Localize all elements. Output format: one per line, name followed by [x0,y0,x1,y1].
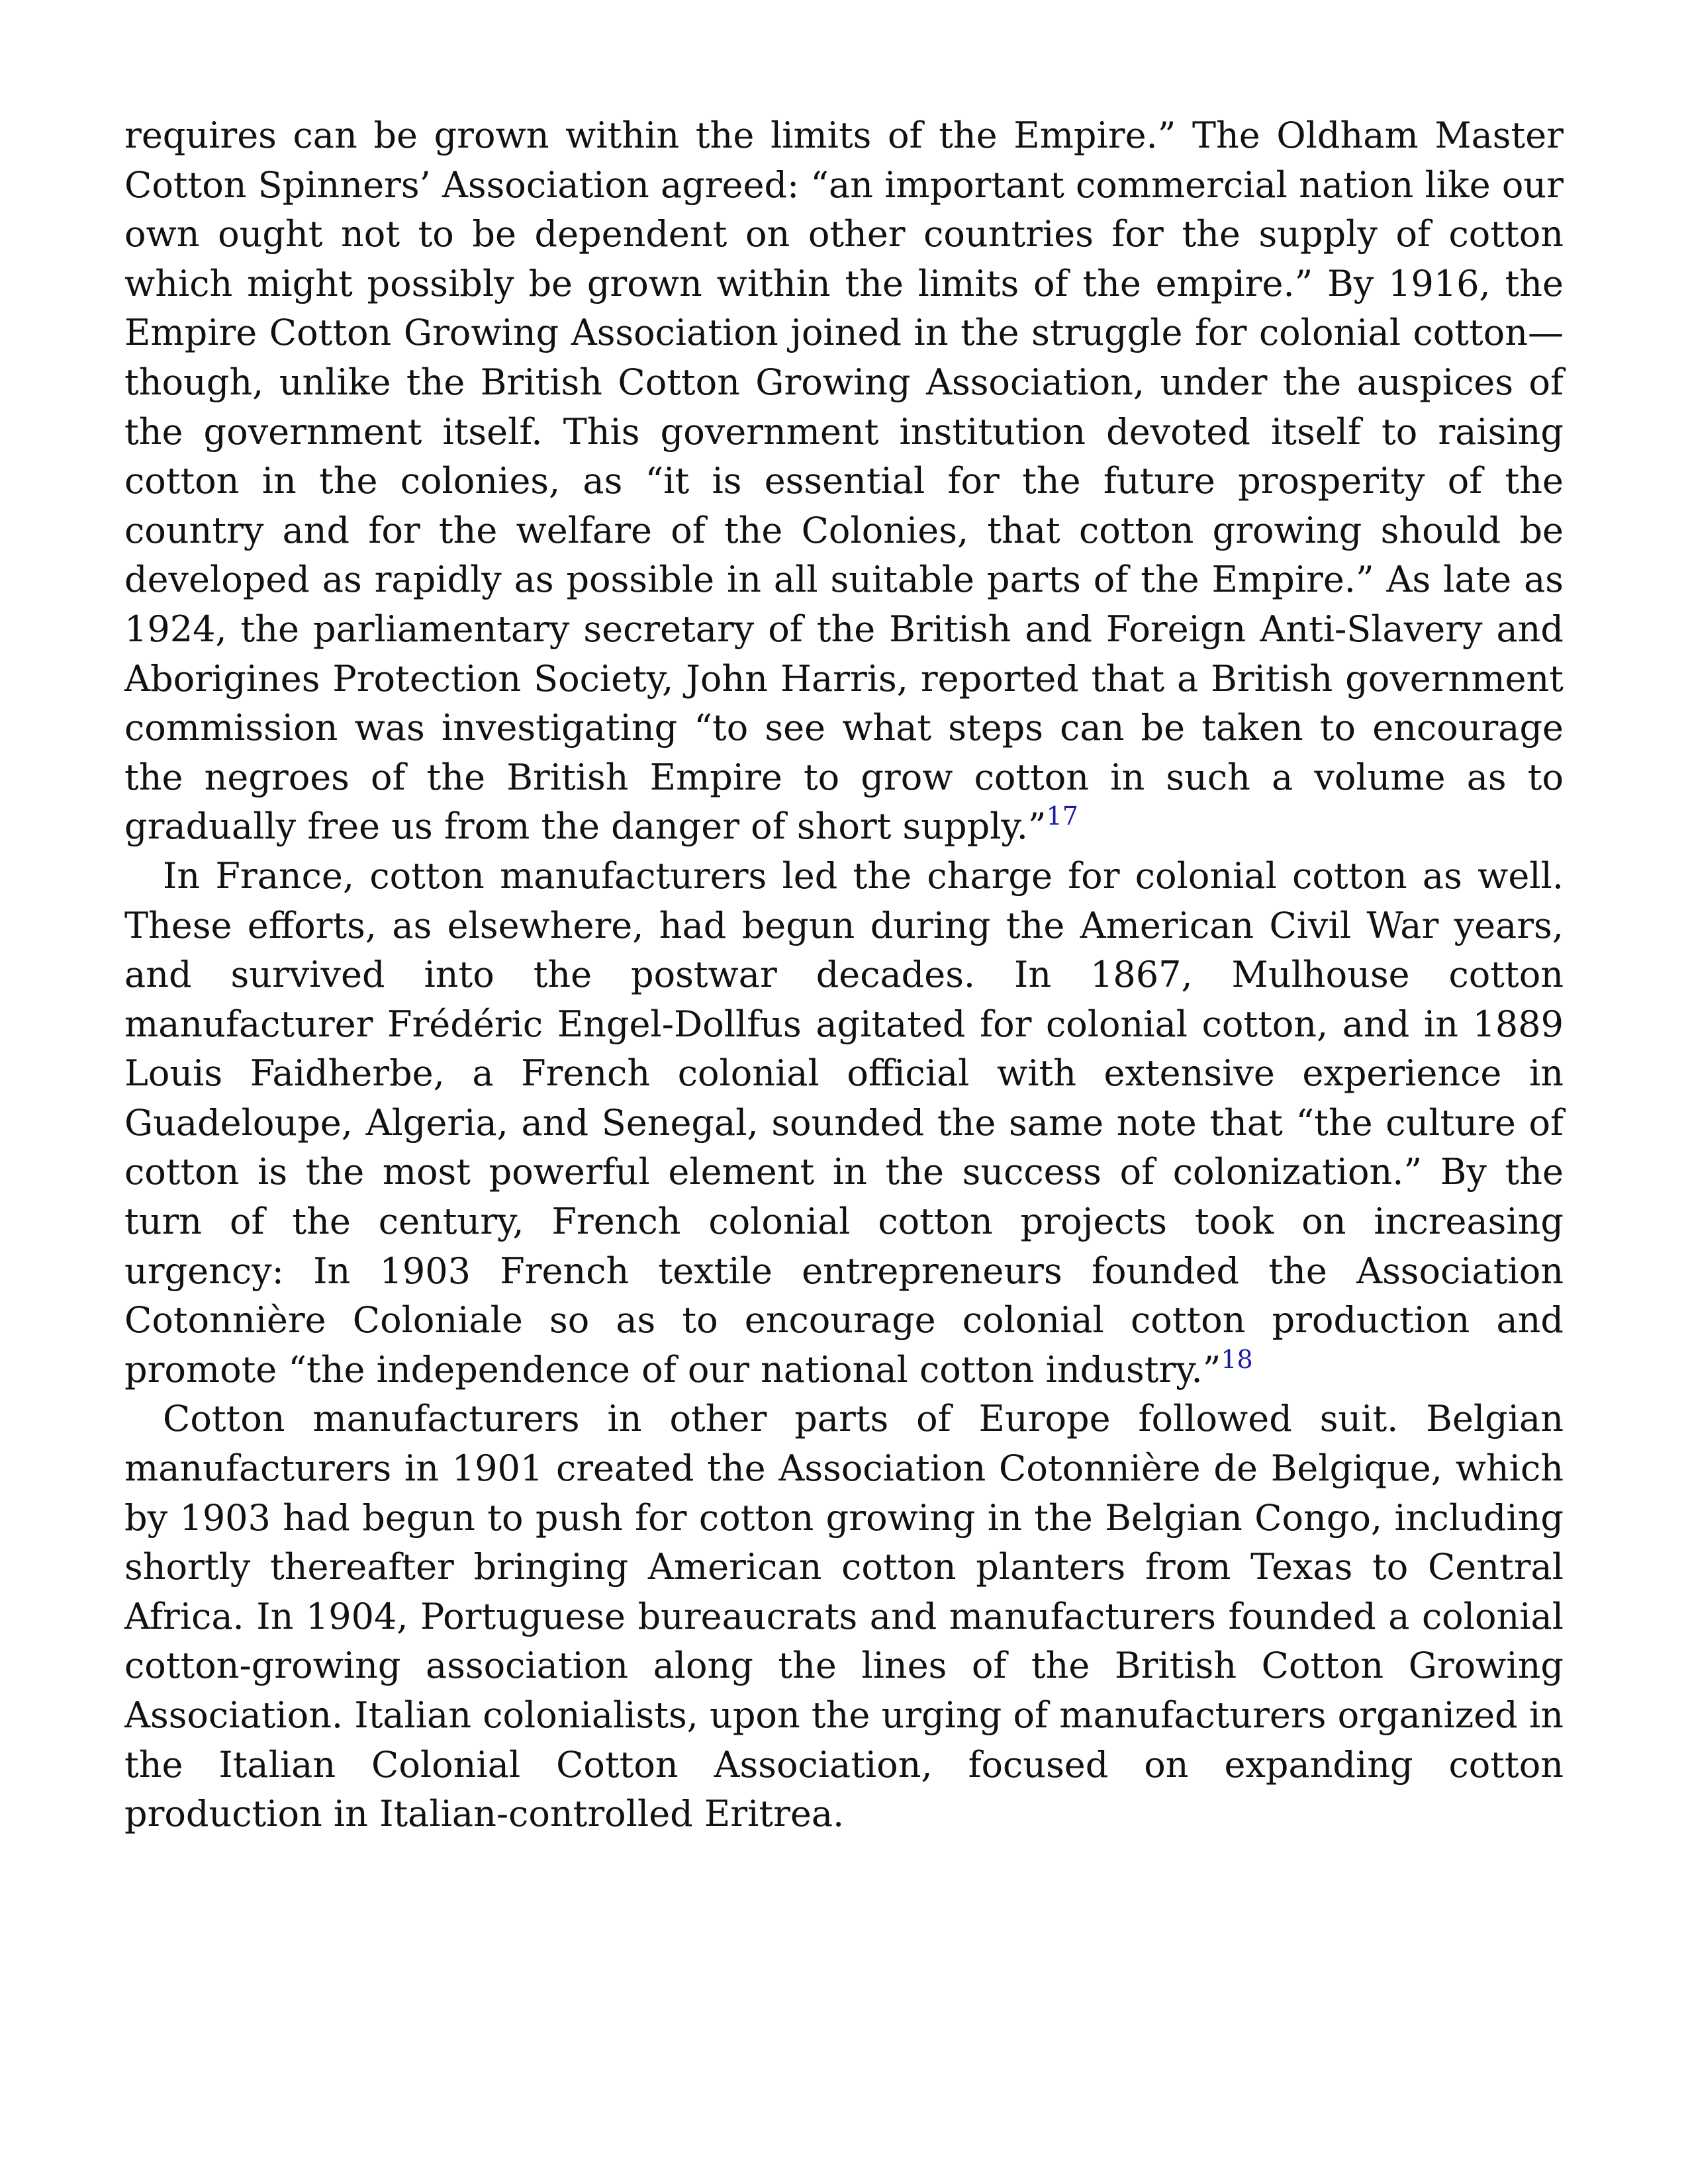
paragraph-3 [124,1394,1564,1839]
paragraph-text: In France, cotton manufacturers led the charge for colonial cotton as well. These efforts, as elsewhere, had begun during the American Civil War years, and survived into the postwar decades. In 1867, Mulhouse cotton manufacturer Frédéric Engel-Dollfus agitated for colonial cotton, and in 1889 Louis Faidherbe, a French colonial official with extensive experience in Guadeloupe, Algeria, and Senegal, sounded the same note that “the culture of cotton is the most powerful element in the success of colonization.” By the turn of the century, French colonial cotton projects took on increasing urgency: In 1903 French textile entrepreneurs founded the Association Cotonnière Coloniale so as to encourage colonial cotton production and promote “the independence of our national cotton industry.” [124,854,1564,1390]
paragraph-text: Cotton manufacturers in other parts of Europe followed suit. Belgian manufacturers in 1901 created the Association Cotonnière de Belgique, which by 1903 had begun to push for cotton growing in the Belgian Congo, including shortly thereafter bringing American cotton planters from Texas to Central Africa. In 1904, Portuguese bureaucrats and manufacturers founded a colonial cotton-growing association along the lines of the British Cotton Growing Association. Italian colonialists, upon the urging of manufacturers organized in the Italian Colonial Cotton Association, focused on expanding cotton production in Italian-controlled Eritrea. [124,1398,1564,1835]
paragraph-text: requires can be grown within the limits of the Empire.” The Oldham Master Cotton Spinners’ Association agreed: “an important commercial nation like our own ought not to be dependent on other countries for the supply of cotton which might possibly be grown within the limits of the empire.” By 1916, the Empire Cotton Growing Association joined in the struggle for colonial cotton—though, unlike the British Cotton Growing Association, under the auspices of the government itself. This government institution devoted itself to raising cotton in the colonies, as “it is essential for the future prosperity of the country and for the welfare of the Colonies, that cotton growing should be developed as rapidly as possible in all suitable parts of the Empire.” As late as 1924, the parliamentary secretary of the British and Foreign Anti-Slavery and Aborigines Protection Society, John Harris, reported that a British government commission was investigating “to see what steps can be taken to encourage the negroes of the British Empire to grow cotton in such a volume as to gradually free us from the danger of short supply.” [124,114,1564,848]
body-text [124,111,1564,1839]
footnote-link-17[interactable]: 17 [1046,801,1078,831]
paragraph-1 [124,111,1564,852]
footnote-link-18[interactable]: 18 [1221,1344,1253,1374]
paragraph-2 [124,852,1564,1395]
